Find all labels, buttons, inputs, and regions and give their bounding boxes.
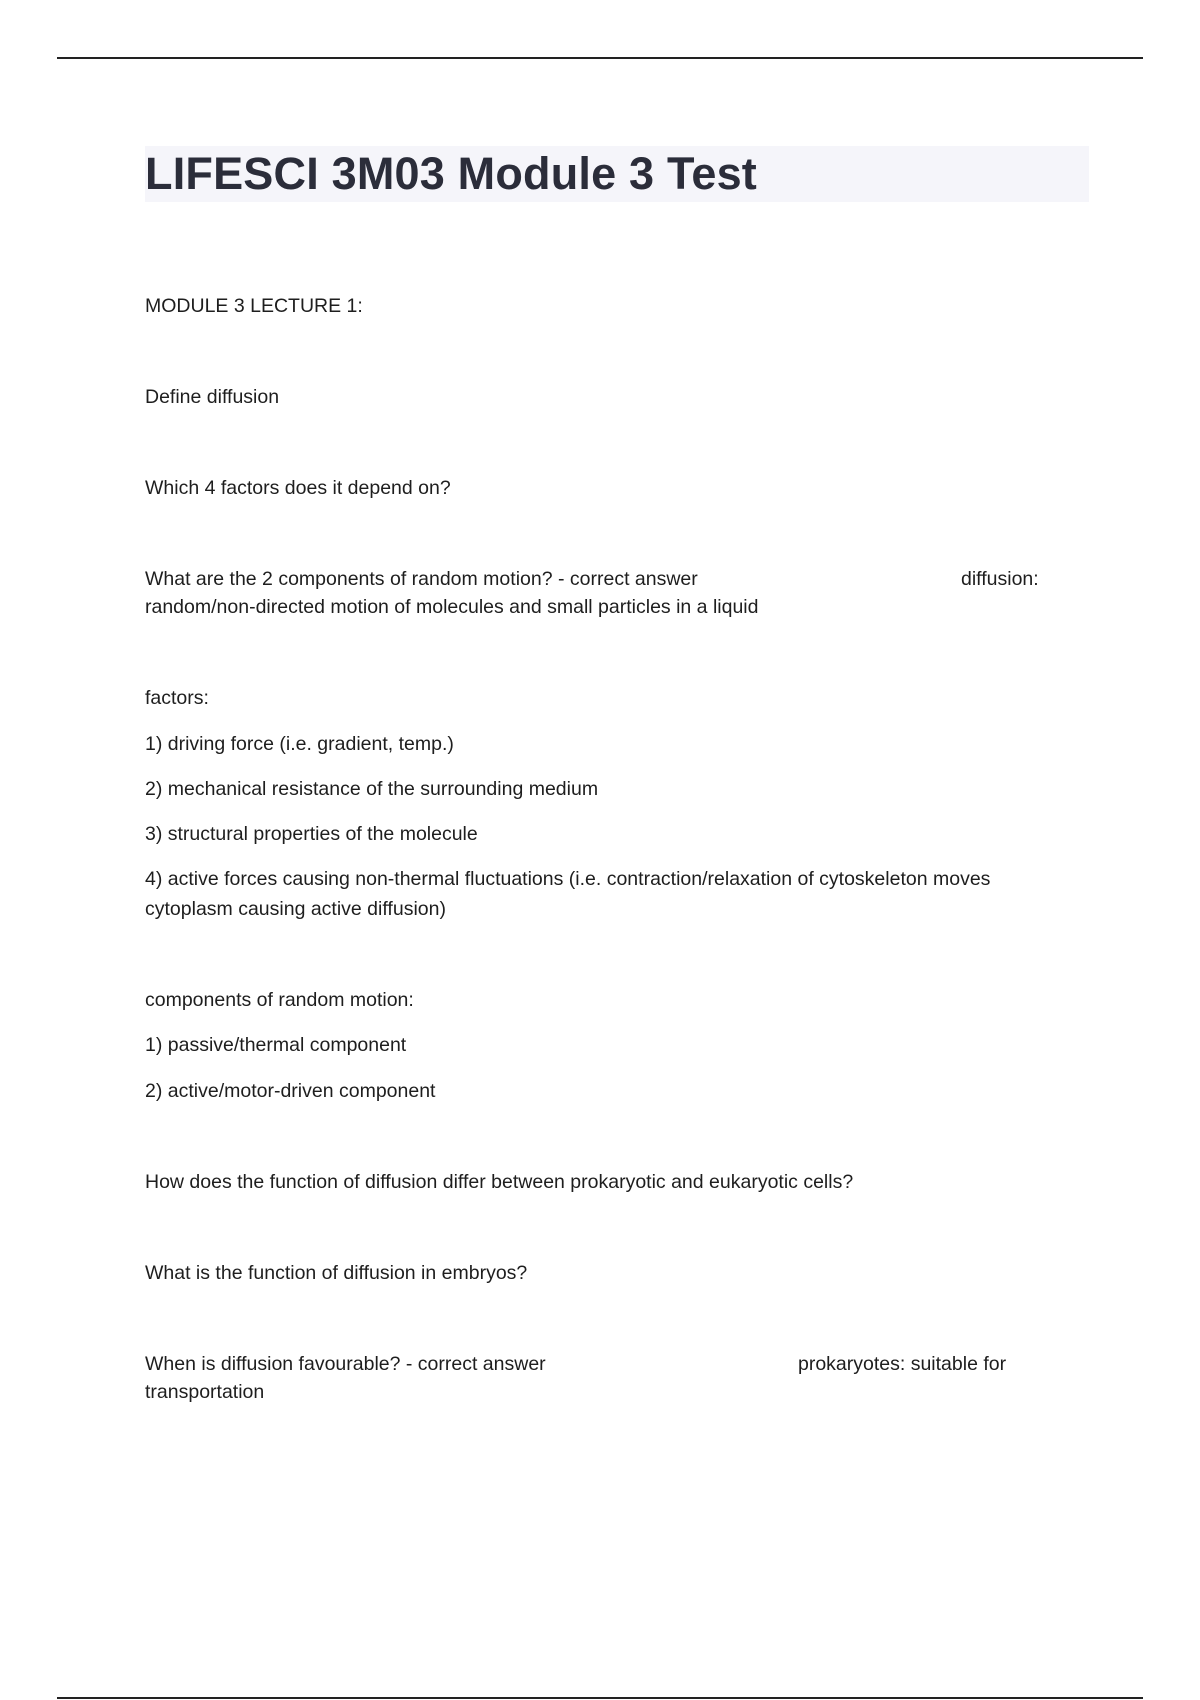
components-heading: components of random motion: xyxy=(145,989,414,1011)
factor-item-3: 3) structural properties of the molecule xyxy=(145,823,478,845)
answer-transportation: transportation xyxy=(145,1381,265,1403)
factor-item-4-line-1: 4) active forces causing non-thermal fluctuations (i.e. contraction/relaxation of cytoskeleton moves xyxy=(145,868,991,890)
answer-prokaryotes: prokaryotes: suitable for xyxy=(798,1353,1007,1375)
answer-diffusion-label: diffusion: xyxy=(961,568,1039,590)
question-two-components: What are the 2 components of random motion? - correct answer xyxy=(145,568,698,590)
top-rule xyxy=(57,57,1143,59)
document-title: LIFESCI 3M03 Module 3 Test xyxy=(145,148,757,199)
module-heading: MODULE 3 LECTURE 1: xyxy=(145,295,363,317)
factor-item-2: 2) mechanical resistance of the surrounding medium xyxy=(145,778,599,800)
component-item-2: 2) active/motor-driven component xyxy=(145,1080,436,1102)
question-define-diffusion: Define diffusion xyxy=(145,386,280,408)
answer-diffusion-definition: random/non-directed motion of molecules and small particles in a liquid xyxy=(145,596,759,618)
question-four-factors: Which 4 factors does it depend on? xyxy=(145,477,451,499)
component-item-1: 1) passive/thermal component xyxy=(145,1034,407,1056)
question-embryos: What is the function of diffusion in embryos? xyxy=(145,1262,528,1284)
bottom-rule xyxy=(57,1697,1143,1699)
factor-item-1: 1) driving force (i.e. gradient, temp.) xyxy=(145,733,454,755)
factors-heading: factors: xyxy=(145,687,209,709)
question-favourable: When is diffusion favourable? - correct answer xyxy=(145,1353,546,1375)
factor-item-4-line-2: cytoplasm causing active diffusion) xyxy=(145,898,446,920)
question-prokaryotic-eukaryotic: How does the function of diffusion differ between prokaryotic and eukaryotic cells? xyxy=(145,1171,854,1193)
